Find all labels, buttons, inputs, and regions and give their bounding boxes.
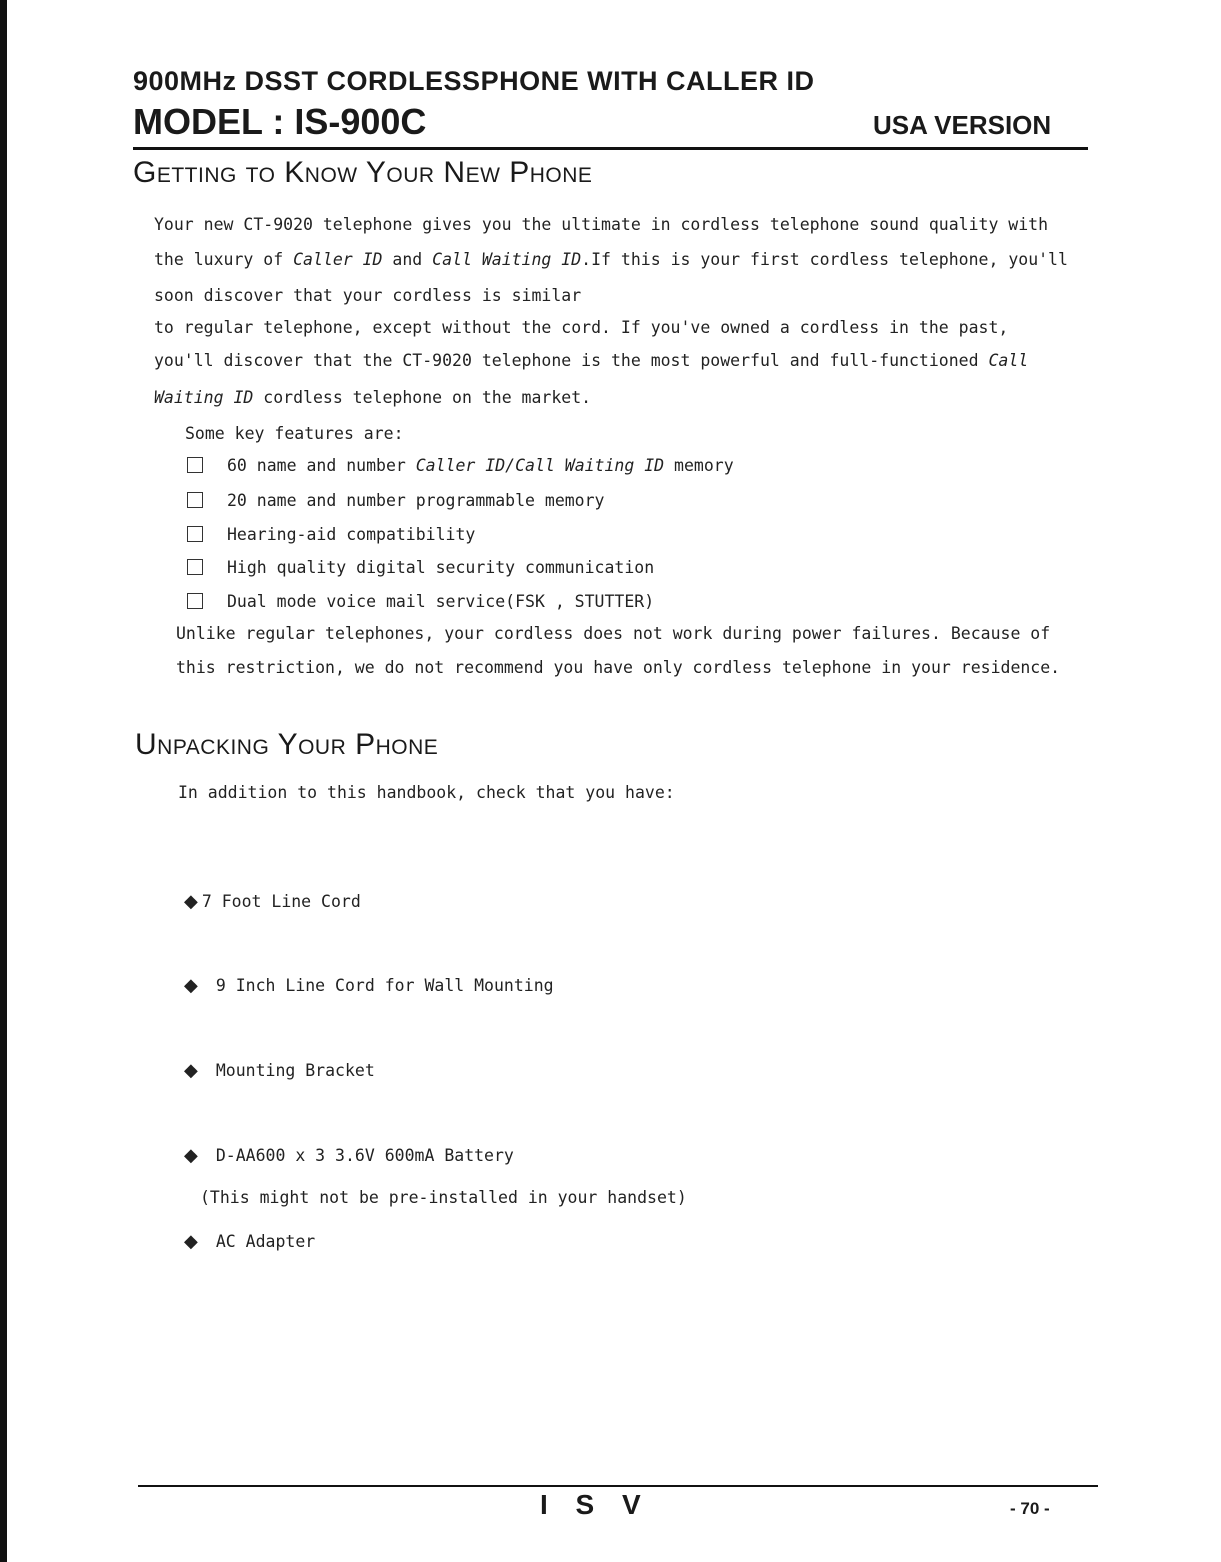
closing-line-2: this restriction, we do not recommend you have only cordless telephone in your residence. bbox=[176, 658, 1061, 677]
unpacking-intro: In addition to this handbook, check that you have: bbox=[178, 783, 675, 802]
intro-line-5: you'll discover that the CT-9020 telephone is the most powerful and full-functioned Call bbox=[154, 351, 1029, 370]
package-item: ◆ 7 Foot Line Cord bbox=[184, 891, 361, 912]
feature-item: Dual mode voice mail service(FSK , STUTTER) bbox=[187, 592, 654, 611]
footer-divider bbox=[138, 1485, 1098, 1487]
checkbox-icon bbox=[187, 526, 203, 542]
diamond-bullet-icon: ◆ bbox=[184, 975, 198, 996]
version-label: USA VERSION bbox=[873, 110, 1052, 140]
feature-item: 60 name and number Caller ID/Call Waiting ID memory bbox=[187, 456, 734, 475]
package-item: ◆ Mounting Bracket bbox=[184, 1060, 375, 1081]
page-number: - 70 - bbox=[1010, 1499, 1050, 1518]
checkbox-icon bbox=[187, 593, 203, 609]
intro-line-4: to regular telephone, except without the cord. If you've owned a cordless in the past, bbox=[154, 318, 1009, 337]
checkbox-icon bbox=[187, 457, 203, 473]
diamond-bullet-icon: ◆ bbox=[184, 891, 198, 912]
package-item: ◆ D-AA600 x 3 3.6V 600mA Battery bbox=[184, 1145, 514, 1166]
diamond-bullet-icon: ◆ bbox=[184, 1231, 198, 1252]
feature-item: High quality digital security communication bbox=[187, 558, 654, 577]
intro-line-2: the luxury of Caller ID and Call Waiting ID.If this is your first cordless telephone, you'll bbox=[154, 250, 1068, 269]
feature-item: Hearing-aid compatibility bbox=[187, 525, 475, 544]
diamond-bullet-icon: ◆ bbox=[184, 1060, 198, 1081]
section-title-unpacking: Unpacking Your Phone bbox=[135, 728, 439, 761]
footer-brand: I S V bbox=[540, 1489, 641, 1520]
intro-line-3: soon discover that your cordless is similar bbox=[154, 286, 582, 305]
header-divider bbox=[133, 147, 1088, 150]
battery-note: (This might not be pre-installed in your handset) bbox=[200, 1188, 687, 1207]
package-item: ◆ AC Adapter bbox=[184, 1231, 316, 1252]
intro-line-6: Waiting ID cordless telephone on the market. bbox=[154, 388, 592, 407]
package-item: ◆ 9 Inch Line Cord for Wall Mounting bbox=[184, 975, 554, 996]
intro-line-1: Your new CT-9020 telephone gives you the ultimate in cordless telephone sound quality with bbox=[154, 215, 1049, 234]
document-header-title: 900MHz DSST CORDLESSPHONE WITH CALLER ID bbox=[133, 66, 815, 96]
checkbox-icon bbox=[187, 559, 203, 575]
page-left-border bbox=[0, 0, 7, 1562]
checkbox-icon bbox=[187, 492, 203, 508]
section-title-getting-to-know: Getting to Know Your New Phone bbox=[133, 156, 593, 189]
closing-line-1: Unlike regular telephones, your cordless does not work during power failures. Because of bbox=[176, 624, 1051, 643]
feature-item: 20 name and number programmable memory bbox=[187, 491, 605, 510]
model-heading: MODEL : IS-900C bbox=[133, 101, 427, 142]
features-label: Some key features are: bbox=[185, 424, 404, 443]
diamond-bullet-icon: ◆ bbox=[184, 1145, 198, 1166]
